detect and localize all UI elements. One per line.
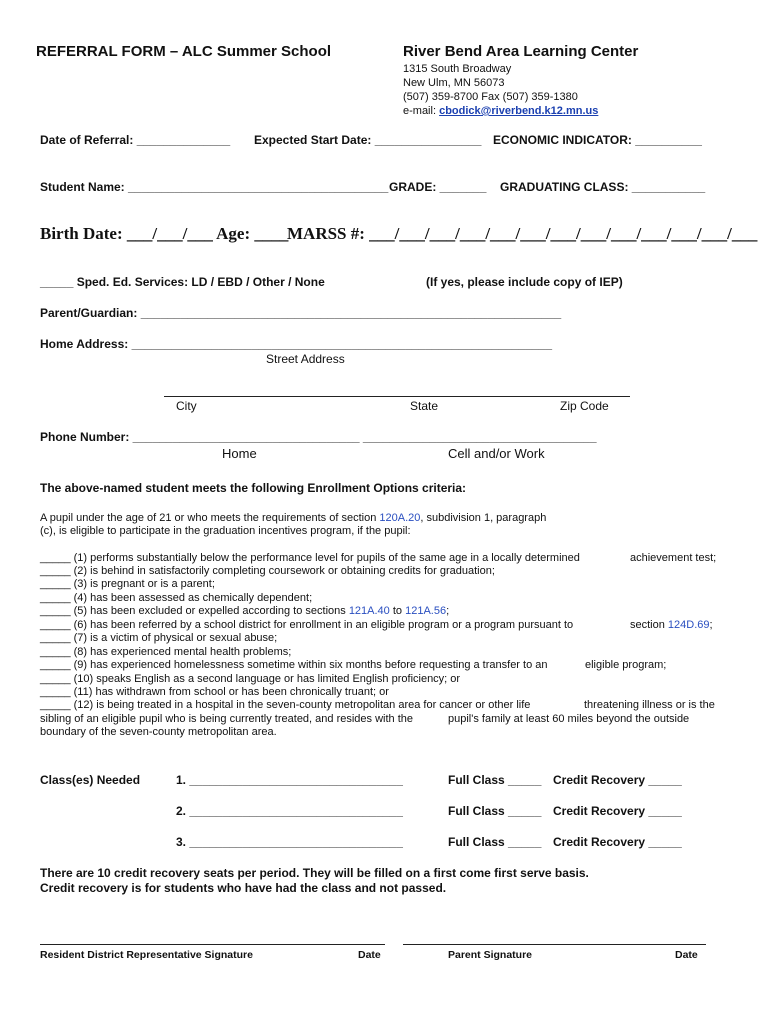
criterion-2[interactable]: _____ (2) is behind in satisfactorily completing coursework or obtaining credits for graduation; xyxy=(40,565,495,577)
class-1-full-class[interactable]: Full Class _____ xyxy=(448,773,542,787)
ref-121a40-link[interactable]: 121A.40 xyxy=(348,605,390,617)
org-phone-fax: (507) 359-8700 Fax (507) 359-1380 xyxy=(403,91,578,103)
class-3-credit-recovery[interactable]: Credit Recovery _____ xyxy=(553,835,682,849)
email-link[interactable]: cbodick@riverbend.k12.mn.us xyxy=(439,105,599,117)
zip-caption: Zip Code xyxy=(560,399,609,413)
student-name-field[interactable]: Student Name: _______________________________________ xyxy=(40,180,389,194)
graduating-class-field[interactable]: GRADUATING CLASS: ___________ xyxy=(500,180,706,194)
criteria-intro-line2: (c), is eligible to participate in the graduation incentives program, if the pupil: xyxy=(40,525,411,537)
date-of-referral-field[interactable]: Date of Referral: ______________ xyxy=(40,133,231,147)
criterion-1[interactable]: _____ (1) performs substantially below the performance level for pupils of the same age in a locally determined xyxy=(40,552,580,564)
classes-needed-label: Class(es) Needed xyxy=(40,773,141,787)
form-title: REFERRAL FORM – ALC Summer School xyxy=(36,43,332,60)
sped-services-field[interactable]: _____ Sped. Ed. Services: LD / EBD / Other / None xyxy=(40,275,325,289)
expected-start-date-field[interactable]: Expected Start Date: ________________ xyxy=(254,133,482,147)
criterion-4[interactable]: _____ (4) has been assessed as chemically dependent; xyxy=(40,592,313,604)
class-3-full-class[interactable]: Full Class _____ xyxy=(448,835,542,849)
resident-date-label: Date xyxy=(358,949,381,961)
credit-recovery-note-2: Credit recovery is for students who have had the class and not passed. xyxy=(40,881,447,895)
city-caption: City xyxy=(176,399,197,413)
class-2-field[interactable]: 2. ________________________________ xyxy=(176,804,403,818)
birth-date-age-field[interactable]: Birth Date: ___/___/___ Age: ____ xyxy=(40,224,289,243)
criteria-intro-line1: A pupil under the age of 21 or who meets the requirements of section 120A.20, subdivision 1, paragraph xyxy=(40,512,547,524)
org-name: River Bend Area Learning Center xyxy=(403,43,639,60)
state-caption: State xyxy=(410,399,439,413)
criterion-5[interactable]: _____ (5) has been excluded or expelled according to sections 121A.40 to 121A.56; xyxy=(40,605,450,617)
resident-signature-line[interactable] xyxy=(40,944,385,945)
criterion-1-cont: achievement test; xyxy=(630,552,717,564)
criterion-7[interactable]: _____ (7) is a victim of physical or sexual abuse; xyxy=(40,632,278,644)
ref-120a20-link[interactable]: 120A.20 xyxy=(379,512,421,524)
criteria-heading: The above-named student meets the following Enrollment Options criteria: xyxy=(40,481,467,495)
parent-date-label: Date xyxy=(675,949,698,961)
criterion-10[interactable]: _____ (10) speaks English as a second language or has limited English proficiency; or xyxy=(40,673,461,685)
criterion-8[interactable]: _____ (8) has experienced mental health problems; xyxy=(40,646,292,658)
org-address: 1315 South Broadway xyxy=(403,63,512,75)
class-2-full-class[interactable]: Full Class _____ xyxy=(448,804,542,818)
parent-signature-label: Parent Signature xyxy=(448,949,533,961)
grade-field[interactable]: GRADE: _______ xyxy=(389,180,487,194)
class-2-credit-recovery[interactable]: Credit Recovery _____ xyxy=(553,804,682,818)
class-1-credit-recovery[interactable]: Credit Recovery _____ xyxy=(553,773,682,787)
parent-guardian-field[interactable]: Parent/Guardian: _______________________________________________________________ xyxy=(40,306,562,320)
home-address-field[interactable]: Home Address: _______________________________________________________________ xyxy=(40,337,553,351)
criterion-12[interactable]: _____ (12) is being treated in a hospital in the seven-county metropolitan area for cancer or other life xyxy=(40,699,531,711)
street-address-caption: Street Address xyxy=(266,352,345,366)
parent-signature-line[interactable] xyxy=(403,944,706,945)
ref-124d69-link[interactable]: 124D.69 xyxy=(667,619,710,631)
ref-121a56-link[interactable]: 121A.56 xyxy=(405,605,447,617)
criterion-6[interactable]: _____ (6) has been referred by a school district for enrollment in an eligible program or a program pursuant to xyxy=(40,619,574,631)
home-phone-caption: Home xyxy=(222,446,257,461)
org-city-state: New Ulm, MN 56073 xyxy=(403,77,505,89)
city-state-zip-line[interactable] xyxy=(164,396,630,397)
phone-number-field[interactable]: Phone Number: __________________________________ ___________________________________ xyxy=(40,430,597,444)
email-label: e-mail: xyxy=(403,105,437,117)
criterion-12-cont: threatening illness or is the xyxy=(584,699,715,711)
criterion-9-cont: eligible program; xyxy=(585,659,667,671)
marss-number-field[interactable]: MARSS #: ___/___/___/___/___/___/___/___/___/___/___/___/___ xyxy=(287,224,758,243)
criterion-3[interactable]: _____ (3) is pregnant or is a parent; xyxy=(40,578,215,590)
criterion-12-line3: boundary of the seven-county metropolitan area. xyxy=(40,726,277,738)
criterion-6-cont: section 124D.69; xyxy=(630,619,713,631)
credit-recovery-note-1: There are 10 credit recovery seats per period. They will be filled on a first come first serve basis. xyxy=(40,866,589,880)
class-3-field[interactable]: 3. ________________________________ xyxy=(176,835,403,849)
economic-indicator-field[interactable]: ECONOMIC INDICATOR: __________ xyxy=(493,133,702,147)
criterion-9[interactable]: _____ (9) has experienced homelessness sometime within six months before requesting a transfer to an xyxy=(40,659,548,671)
cell-work-caption: Cell and/or Work xyxy=(448,446,545,461)
iep-note: (If yes, please include copy of IEP) xyxy=(426,275,623,289)
class-1-field[interactable]: 1. ________________________________ xyxy=(176,773,403,787)
org-email-row xyxy=(403,104,598,118)
resident-signature-label: Resident District Representative Signature xyxy=(40,949,253,961)
criterion-11[interactable]: _____ (11) has withdrawn from school or has been chronically truant; or xyxy=(40,686,389,698)
criterion-12-line2-cont: pupil's family at least 60 miles beyond the outside xyxy=(448,713,690,725)
criterion-12-line2: sibling of an eligible pupil who is being currently treated, and resides with the xyxy=(40,713,413,725)
